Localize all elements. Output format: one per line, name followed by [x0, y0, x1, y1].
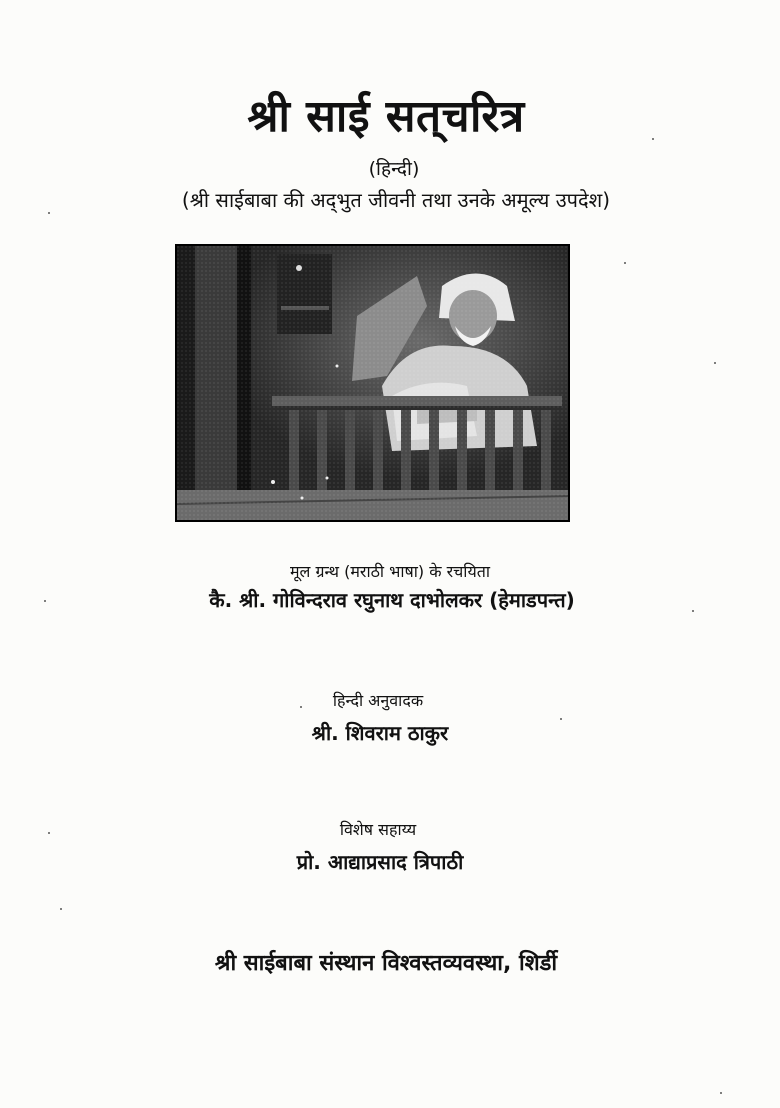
scan-speck: [624, 262, 626, 264]
book-title: श्री साई सत्‌चरित्र: [247, 91, 525, 142]
language-note: (हिन्दी): [368, 158, 420, 180]
publisher-name: श्री साईबाबा संस्थान विश्वस्तव्यवस्था, शिर्डी: [214, 951, 558, 976]
translator-name: श्री. शिवराम ठाकुर: [311, 721, 449, 745]
portrait-image: [175, 244, 570, 522]
assistance-name: प्रो. आद्याप्रसाद त्रिपाठी: [296, 850, 464, 874]
scan-speck: [720, 1092, 722, 1094]
original-author-label: मूल ग्रन्थ (मराठी भाषा) के रचयिता: [289, 562, 490, 581]
original-author-name: कै. श्री. गोविन्दराव रघुनाथ दाभोलकर (हेमाडपन्त): [209, 588, 575, 612]
scan-speck: [60, 908, 62, 910]
book-subtitle: (श्री साईबाबा की अद्‌भुत जीवनी तथा उनके अमूल्य उपदेश): [181, 188, 611, 212]
saibaba-portrait-icon: [177, 246, 568, 520]
assistance-label: विशेष सहाय्य: [339, 820, 417, 839]
scan-speck: [714, 362, 716, 364]
translator-label: हिन्दी अनुवादक: [332, 691, 424, 710]
